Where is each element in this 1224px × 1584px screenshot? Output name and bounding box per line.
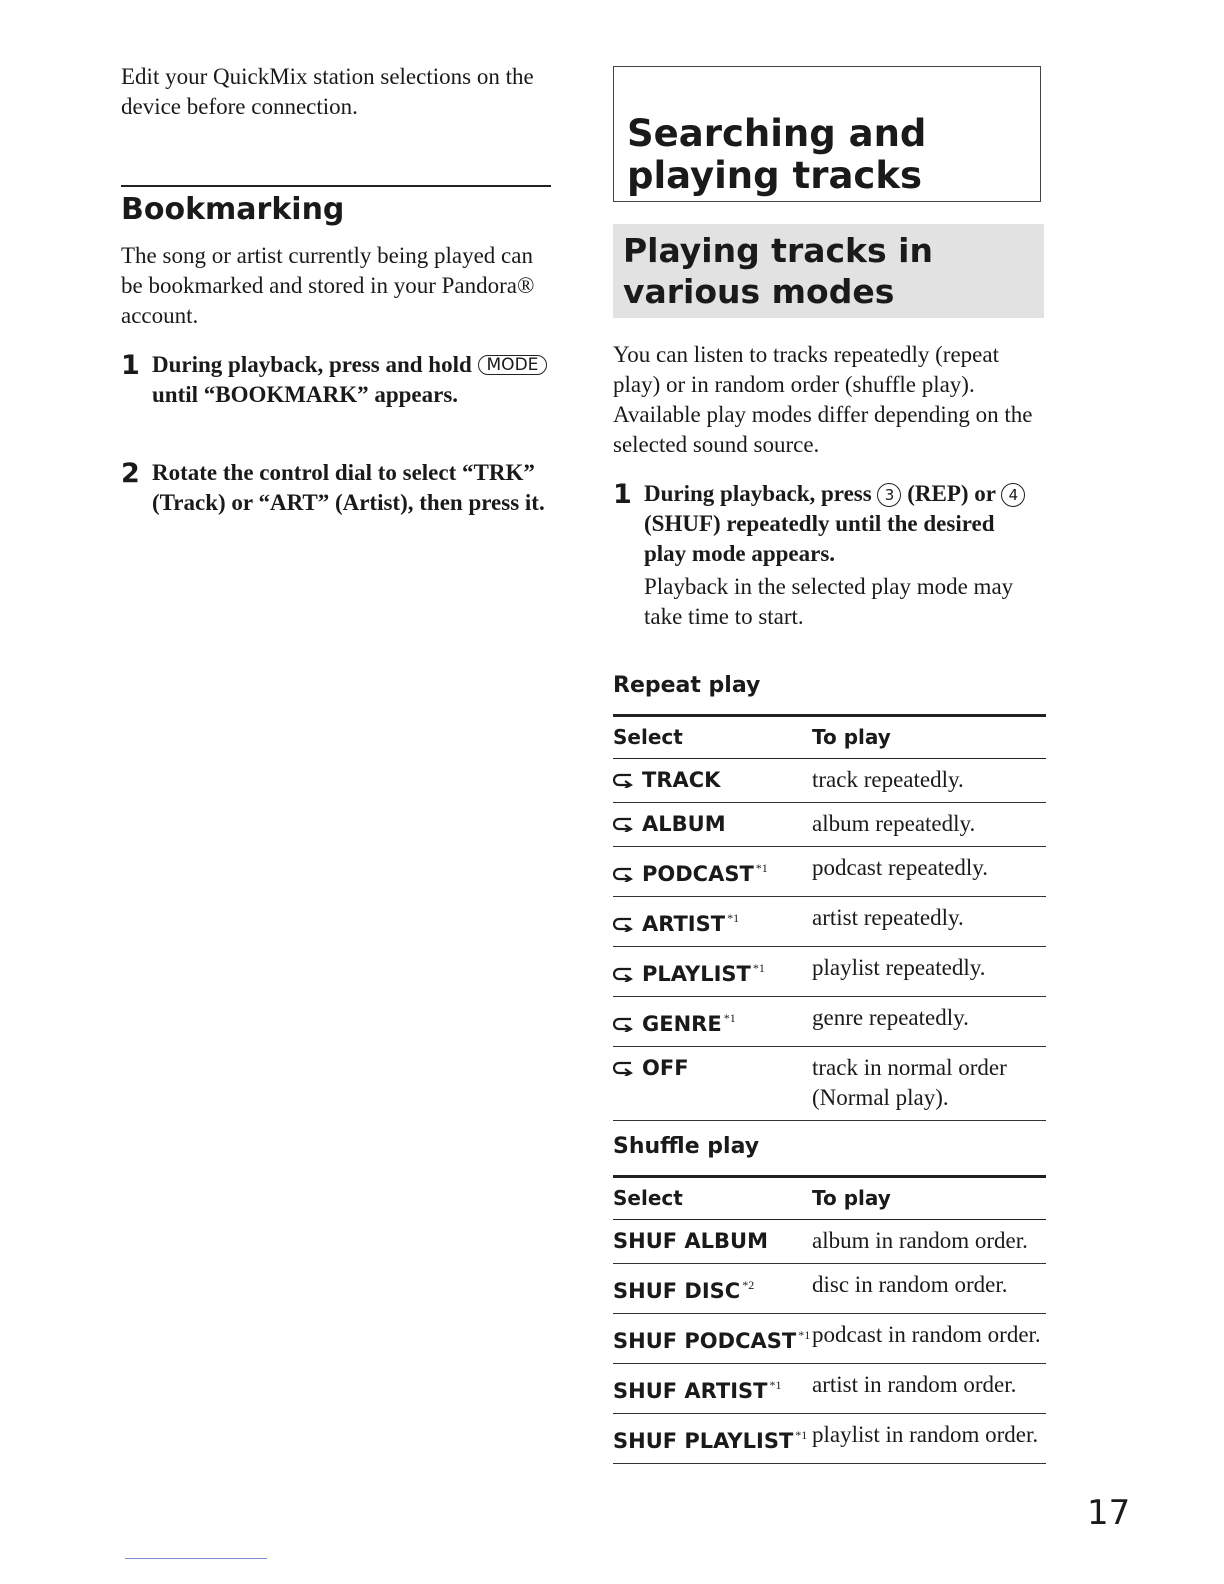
select-label: TRACK xyxy=(642,768,721,792)
footnote-mark: *2 xyxy=(742,1278,755,1292)
select-label: GENRE xyxy=(642,1012,722,1036)
select-cell xyxy=(613,847,812,897)
step-text: During playback, press xyxy=(644,481,872,506)
repeat-icon xyxy=(613,772,633,788)
action-cell: track repeatedly. xyxy=(812,759,1046,803)
bookmarking-heading: Bookmarking xyxy=(121,192,345,227)
action-cell: artist in random order. xyxy=(812,1364,1046,1414)
action-cell: genre repeatedly. xyxy=(812,997,1046,1047)
section-heading: Playing tracks in various modes xyxy=(623,231,933,311)
footer-line xyxy=(125,1558,267,1559)
action-cell: album in random order. xyxy=(812,1220,1046,1264)
repeat-table-title: Repeat play xyxy=(613,673,761,698)
select-label: ALBUM xyxy=(642,812,726,836)
action-cell: album repeatedly. xyxy=(812,803,1046,847)
action-cell: podcast in random order. xyxy=(812,1314,1046,1364)
select-label: SHUF PLAYLIST xyxy=(613,1429,794,1453)
footnote-mark: *1 xyxy=(795,1428,808,1442)
repeat-icon xyxy=(613,866,633,882)
footnote-mark: *1 xyxy=(769,1378,782,1392)
shuffle-table xyxy=(613,1175,1046,1464)
shuffle-table-title: Shuffle play xyxy=(613,1134,760,1159)
table-row xyxy=(613,847,1046,897)
action-cell: artist repeatedly. xyxy=(812,897,1046,947)
col-header-select: Select xyxy=(613,716,812,759)
table-row xyxy=(613,759,1046,803)
step-text: (SHUF) repeatedly until the desired play mode appears. xyxy=(644,511,995,566)
select-cell xyxy=(613,1047,812,1121)
table-row xyxy=(613,997,1046,1047)
select-cell xyxy=(613,1364,812,1414)
select-label: SHUF DISC xyxy=(613,1279,741,1303)
repeat-table xyxy=(613,714,1046,1121)
select-label: SHUF PODCAST xyxy=(613,1329,797,1353)
action-cell: podcast repeatedly. xyxy=(812,847,1046,897)
select-cell xyxy=(613,759,812,803)
modes-body: You can listen to tracks repeatedly (repeat play) or in random order (shuffle play). Available play modes differ depending on the selected sound source. xyxy=(613,342,1033,457)
select-cell xyxy=(613,947,812,997)
select-label: ARTIST xyxy=(642,912,726,936)
select-cell xyxy=(613,1314,812,1364)
action-cell: disc in random order. xyxy=(812,1264,1046,1314)
step-text: Rotate the control dial to select “TRK” (Track) or “ART” (Artist), then press it. xyxy=(152,460,545,515)
select-cell xyxy=(613,897,812,947)
shuf-key-icon: 4 xyxy=(1001,483,1025,507)
table-row xyxy=(613,803,1046,847)
chapter-title: Searching and playing tracks xyxy=(627,112,927,197)
col-header-to-play: To play xyxy=(812,716,1046,759)
repeat-icon xyxy=(613,916,633,932)
table-row xyxy=(613,897,1046,947)
select-cell xyxy=(613,1264,812,1314)
table-row xyxy=(613,1220,1046,1264)
footnote-mark: *1 xyxy=(755,861,768,875)
action-cell: track in normal order (Normal play). xyxy=(812,1047,1046,1121)
table-row xyxy=(613,1314,1046,1364)
select-label: SHUF ALBUM xyxy=(613,1229,768,1253)
select-label: PODCAST xyxy=(642,862,754,886)
step-text-after: until “BOOKMARK” appears. xyxy=(152,382,459,407)
action-cell: playlist in random order. xyxy=(812,1414,1046,1464)
select-cell xyxy=(613,1220,812,1264)
select-label: OFF xyxy=(642,1056,689,1080)
table-row xyxy=(613,1047,1046,1121)
select-cell xyxy=(613,1414,812,1464)
footnote-mark: *1 xyxy=(752,961,765,975)
select-label: PLAYLIST xyxy=(642,962,751,986)
table-row xyxy=(613,1264,1046,1314)
step-number: 1 xyxy=(613,479,632,510)
intro-text: Edit your QuickMix station selections on the device before connection. xyxy=(121,64,534,119)
select-cell xyxy=(613,997,812,1047)
table-row xyxy=(613,1414,1046,1464)
repeat-icon xyxy=(613,816,633,832)
rep-key-icon: 3 xyxy=(877,483,901,507)
select-label: SHUF ARTIST xyxy=(613,1379,768,1403)
mode-key-icon: MODE xyxy=(478,355,548,375)
step-note: Playback in the selected play mode may take time to start. xyxy=(644,574,1014,629)
select-cell xyxy=(613,803,812,847)
footnote-mark: *1 xyxy=(723,1011,736,1025)
step-number: 1 xyxy=(121,350,140,381)
chapter-title-box xyxy=(613,66,1041,202)
step-text: During playback, press and hold xyxy=(152,352,472,377)
footnote-mark: *1 xyxy=(798,1328,811,1342)
action-cell: playlist repeatedly. xyxy=(812,947,1046,997)
col-header-select: Select xyxy=(613,1177,812,1220)
section-divider xyxy=(121,185,551,187)
repeat-icon xyxy=(613,1016,633,1032)
repeat-icon xyxy=(613,1060,633,1076)
step-number: 2 xyxy=(121,458,140,489)
col-header-to-play: To play xyxy=(812,1177,1046,1220)
table-row xyxy=(613,947,1046,997)
bookmarking-body: The song or artist currently being played can be bookmarked and stored in your Pandora® account. xyxy=(121,243,535,328)
section-heading-band xyxy=(613,224,1044,318)
repeat-icon xyxy=(613,966,633,982)
page-number: 17 xyxy=(1087,1493,1131,1533)
footnote-mark: *1 xyxy=(727,911,740,925)
step-text: (REP) or xyxy=(907,481,996,506)
table-row xyxy=(613,1364,1046,1414)
